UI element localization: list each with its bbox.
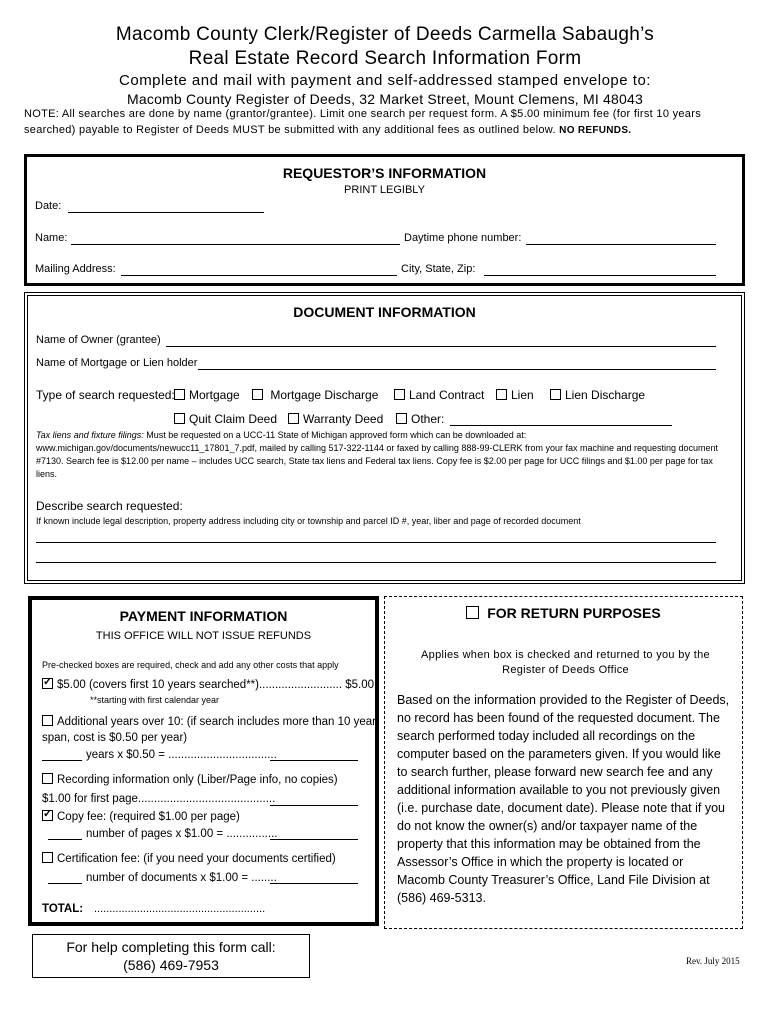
tax-lien-heading: Tax liens and fixture filings:	[36, 430, 144, 440]
certification-fee-line: Certification fee: (if you need your documents certified)	[42, 852, 336, 865]
requestor-section	[24, 154, 745, 286]
total-dots: ........................................................	[94, 903, 266, 915]
address-label: Mailing Address:	[35, 263, 116, 275]
search-type-label: Type of search requested:	[36, 388, 175, 402]
city-field[interactable]	[484, 275, 716, 276]
owner-field[interactable]	[166, 346, 716, 347]
additional-years-cost: span, cost is $0.50 per year)	[42, 732, 188, 744]
checkbox-icon[interactable]	[174, 389, 185, 400]
checkbox-icon[interactable]	[42, 773, 53, 784]
tax-lien-info	[36, 429, 726, 481]
pages-field[interactable]	[48, 839, 82, 840]
recording-info-line: Recording information only (Liber/Page info, no copies)	[42, 773, 338, 786]
checkbox-checked-icon[interactable]	[42, 678, 53, 689]
option-mortgage[interactable]: Mortgage	[174, 388, 240, 402]
date-label: Date:	[35, 200, 62, 212]
option-warranty-deed[interactable]: Warranty Deed	[288, 412, 383, 426]
mortgage-holder-field[interactable]	[198, 369, 716, 370]
owner-label: Name of Owner (grantee)	[36, 334, 161, 346]
document-heading: DOCUMENT INFORMATION	[293, 304, 476, 320]
option-land-contract[interactable]: Land Contract	[394, 388, 484, 402]
option-lien-discharge[interactable]: Lien Discharge	[550, 388, 645, 402]
search-note	[24, 106, 754, 139]
certification-amount-field[interactable]	[270, 883, 358, 884]
fee-first-10-years: ✓$5.00 (covers first 10 years searched**).......................... $5.00	[42, 678, 374, 691]
mail-address: Macomb County Register of Deeds, 32 Market Street, Mount Clemens, MI 48043	[127, 91, 643, 107]
checkbox-icon[interactable]	[394, 389, 405, 400]
note-text: NOTE: All searches are done by name (grantor/grantee). Limit one search per request form. A $5.00 minimum fee (for first 10 years searched) payable to Register of Deeds MUST be submitted with any additional fees as outlined below.	[24, 108, 701, 136]
total-label: TOTAL:	[42, 903, 84, 915]
documents-calc: number of documents x $1.00 = ........	[86, 872, 277, 884]
phone-label: Daytime phone number:	[404, 232, 522, 244]
first-10-years-note: **starting with first calendar year	[90, 695, 220, 705]
phone-field[interactable]	[526, 244, 716, 245]
checkbox-icon[interactable]	[288, 413, 299, 424]
checkbox-icon[interactable]	[550, 389, 561, 400]
describe-label: Describe search requested:	[36, 499, 183, 513]
checkbox-icon[interactable]	[252, 389, 263, 400]
copy-fee-line: ✓Copy fee: (required $1.00 per page)	[42, 810, 240, 823]
checkbox-icon[interactable]	[496, 389, 507, 400]
return-applies-text: Applies when box is checked and returned to you by the Register of Deeds Office	[421, 649, 710, 676]
copy-amount-field[interactable]	[270, 839, 358, 840]
return-section	[384, 596, 743, 929]
form-title-line1: Macomb County Clerk/Register of Deeds Carmella Sabaugh’s	[115, 24, 655, 45]
checkbox-icon[interactable]	[174, 413, 185, 424]
address-field[interactable]	[121, 275, 397, 276]
requestor-heading: REQUESTOR’S INFORMATION	[282, 165, 487, 181]
name-label: Name:	[35, 232, 68, 244]
checkbox-icon[interactable]	[42, 852, 53, 863]
checkbox-checked-icon[interactable]	[42, 810, 53, 821]
documents-field[interactable]	[48, 883, 82, 884]
date-field[interactable]	[68, 212, 264, 213]
return-checkbox-icon[interactable]	[466, 606, 479, 619]
describe-line-1[interactable]	[36, 542, 716, 543]
city-label: City, State, Zip:	[401, 263, 476, 275]
name-field[interactable]	[71, 244, 400, 245]
help-box	[32, 934, 310, 978]
print-legibly: PRINT LEGIBLY	[344, 184, 425, 196]
help-text: For help completing this form call:	[66, 939, 276, 955]
option-quit-claim-deed[interactable]: Quit Claim Deed	[174, 412, 277, 426]
other-field[interactable]	[450, 425, 672, 426]
years-field[interactable]	[42, 760, 82, 761]
payment-section	[28, 596, 379, 926]
years-calc: years x $0.50 = ..................................	[86, 749, 277, 761]
recording-first-page: $1.00 for first page...........................................	[42, 793, 276, 805]
option-mortgage-discharge[interactable]: Mortgage Discharge	[252, 388, 378, 402]
recording-amount-field[interactable]	[270, 805, 358, 806]
form-title-line2: Real Estate Record Search Information Form	[188, 48, 582, 69]
additional-years-line: Additional years over 10: (if search includes more than 10 year	[42, 715, 376, 728]
checkbox-icon[interactable]	[396, 413, 407, 424]
mortgage-holder-label: Name of Mortgage or Lien holder	[36, 357, 198, 369]
option-lien[interactable]: Lien	[496, 388, 534, 402]
pages-calc: number of pages x $1.00 = ................	[86, 828, 278, 840]
document-section	[24, 292, 745, 584]
prechecked-text: Pre-checked boxes are required, check and add any other costs that apply	[42, 660, 339, 670]
return-body-text: Based on the information provided to the Register of Deeds, no record has been found of the requested document. The search performed today included all recordings on the computer based on the parameters given. If you would like to search further, please forward new search fee and any additional information available to you not previously given (i.e. purchase date, document date). Please note that if you do not know the owner(s) and/or taxpayer name of the property that this information may be obtained from the Assessor’s Office in which the property is located or Macomb County Treasurer’s Office, Land File Division at (586) 469-5313.	[397, 693, 730, 905]
years-amount-field[interactable]	[270, 760, 358, 761]
no-refunds-note: NO REFUNDS.	[559, 125, 632, 136]
revision-date: Rev. July 2015	[686, 956, 740, 966]
payment-heading: PAYMENT INFORMATION	[119, 608, 288, 624]
checkbox-icon[interactable]	[42, 715, 53, 726]
describe-hint: If known include legal description, property address including city or township and parcel ID #, year, liber and page of recorded document	[36, 516, 581, 526]
mail-instructions: Complete and mail with payment and self-addressed stamped envelope to:	[119, 72, 651, 89]
tax-lien-text: Must be requested on a UCC-11 State of Michigan approved form which can be downloaded at: www.michigan.gov/documents/newucc11_17801_7.pdf, mailed by calling 517-322-1144 or faxed by calling 888-99-CLERK from your fax machine and requesting document #7130. Search fee is $12.00 per name – includes UCC search, State tax liens and Federal tax liens. Copy fee is $2.00 per page for UCC filings and $1.00 per page for tax liens.	[36, 430, 719, 479]
no-refunds-text: THIS OFFICE WILL NOT ISSUE REFUNDS	[95, 630, 312, 642]
help-phone: (586) 469-7953	[123, 957, 219, 973]
describe-line-2[interactable]	[36, 562, 716, 563]
return-heading: FOR RETURN PURPOSES	[385, 605, 742, 621]
option-other[interactable]: Other:	[396, 412, 444, 426]
